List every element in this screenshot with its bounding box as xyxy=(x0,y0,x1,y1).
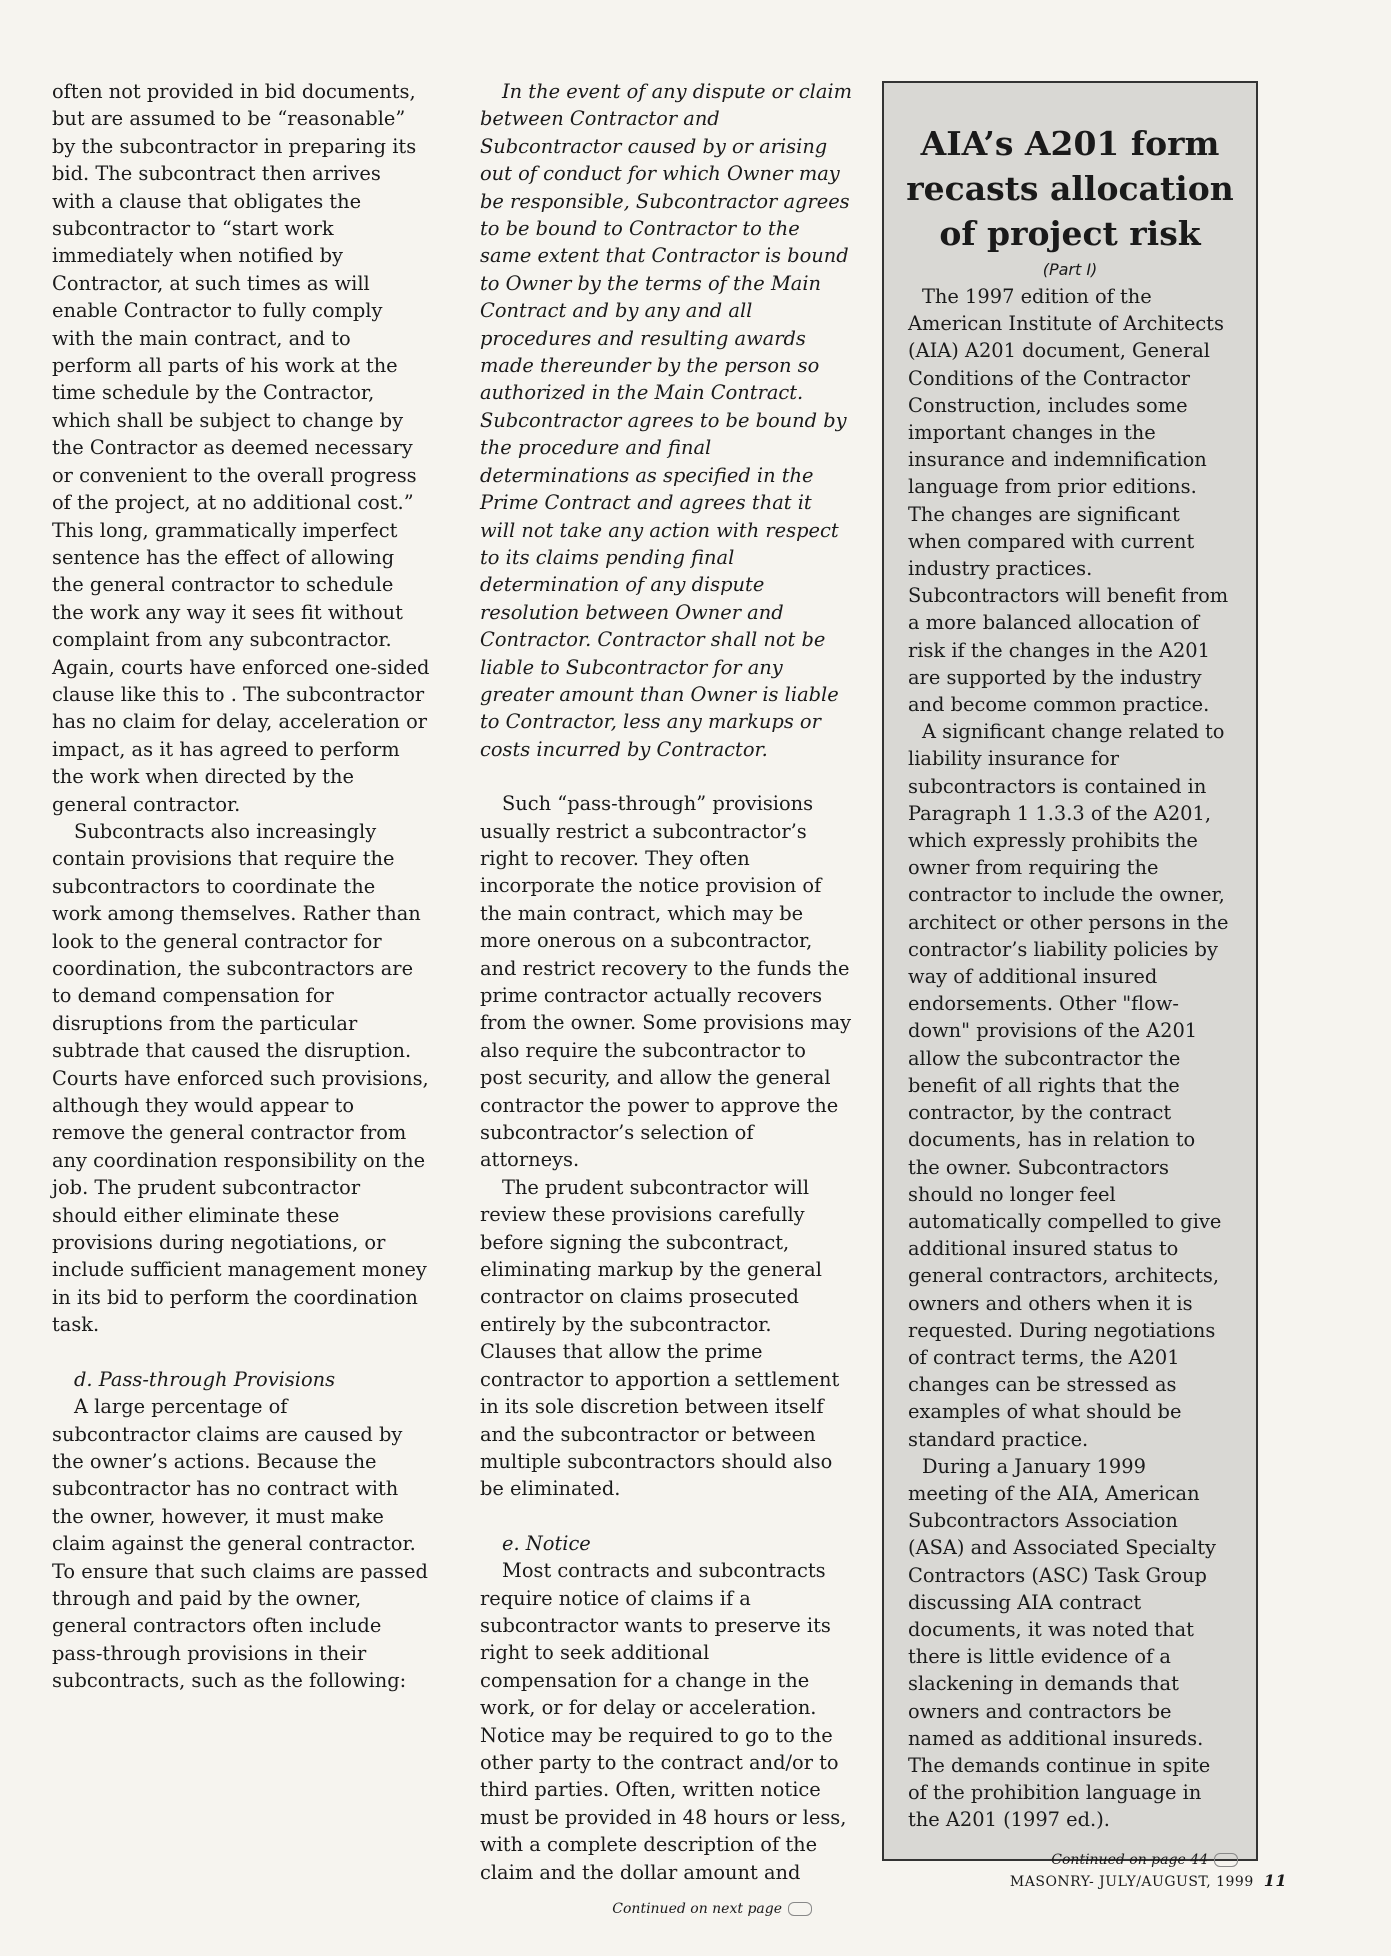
sidebar-paragraph: During a January 1999 meeting of the AIA, American Subcontractors Association (ASA) and Associated Specialty Contractors (ASC) Task Group discussing AIA contract documents, it was noted that there is little evidence of a slackening in demands that owners and contractors be named as additional insureds. The demands continue in spite of the prohibition language in the A201 (1997 ed.). xyxy=(908,1454,1216,1832)
continued-text: Continued on next page xyxy=(612,1901,782,1917)
page-number: 11 xyxy=(1263,1871,1287,1890)
sidebar-part-label: (Part I) xyxy=(1042,260,1098,279)
body-paragraph: Subcontracts also increasingly contain provisions that require the subcontractors to coordinate the work among themselves. Rather than look to the general contractor for coordination, the subcontractors are to demand compensation for disruptions from the particular subtrade that caused the disruption. Courts have enforced such provisions, although they would appear to remove the general contractor from any coordination responsibility on the job. The prudent subcontractor should either eliminate these provisions during negotiations, or include sufficient management money in its bid to perform the coordination task. xyxy=(52,819,429,1337)
continue-arrow-icon xyxy=(1214,1853,1238,1867)
section-heading-pass-through: d. Pass-through Provisions xyxy=(74,1367,336,1391)
body-paragraph: often not provided in bid documents, but are assumed to be “reasonable” by the subcontractor in preparing its bid. The subcontract then arrives with a clause that obligates the subcontractor to “start work immediately when notified by Contractor, at such times as will enable Contractor to fully comply with the main contract, and to perform all parts of his work at the time schedule by the Contractor, which shall be subject to change by the Contractor as deemed necessary or convenient to the overall progress of the project, at no additional cost.” This long, grammatically imperfect sentence has the effect of allowing the general contractor to schedule the work any way it sees fit without complaint from any subcontractor. Again, courts have enforced one-sided clause like this to . The subcontractor has no claim for delay, acceleration or impact, as it has agreed to perform the work when directed by the general contractor. xyxy=(52,80,430,816)
body-paragraph: The prudent subcontractor will review these provisions carefully before signing the subcontract, eliminating markup by the general contractor on claims prosecuted entirely by the subcontractor. Clauses that allow the prime contractor to apportion a settlement in its sole discretion between itself and the subcontractor or between multiple subcontractors should also be eliminated. xyxy=(480,1175,840,1501)
column-middle xyxy=(480,78,852,1923)
body-paragraph: A large percentage of subcontractor claims are caused by the owner’s actions. Because the subcontractor has no contract with the owner, however, it must make claim against the general contractor. To ensure that such claims are passed through and paid by the owner, general contractors often include pass-through provisions in their subcontracts, such as the following: xyxy=(52,1395,428,1693)
sidebar-title: AIA’s A201 form recasts allocation of project risk xyxy=(906,124,1234,253)
publication-info: MASONRY- JULY/AUGUST, 1999 xyxy=(1009,1874,1254,1890)
contract-clause-quote: In the event of any dispute or claim between Contractor and Subcontractor caused by or arising out of conduct for which Owner may be responsible, Subcontractor agrees to be bound to Contractor to the same extent that Contractor is bound to Owner by the terms of the Main Contract and by any and all procedures and resulting awards made thereunder by the person so authorized in the Main Contract. Subcontractor agrees to be bound by the procedure and final determinations as specified in the Prime Contract and agrees that it will not take any action with respect to its claims pending final determination of any dispute resolution between Owner and Contractor. Contractor shall not be liable to Subcontractor for any greater amount than Owner is liable to Contractor, less any markups or costs incurred by Contractor. xyxy=(480,80,852,761)
body-paragraph: Most contracts and subcontracts require notice of claims if a subcontractor wants to preserve its right to seek additional compensation for a change in the work, or for delay or acceleration. Notice may be required to go to the other party to the contract and/or to third parties. Often, written notice must be provided in 48 hours or less, with a complete description of the claim and the dollar amount and xyxy=(480,1559,847,1884)
sidebar-paragraph: A significant change related to liability insurance for subcontractors is contained in Paragraph 1 1.3.3 of the A201, which expressly prohibits the owner from requiring the contractor to include the owner, architect or other persons in the contractor’s liability policies by way of additional insured endorsements. Other "flow-down" provisions of the A201 allow the subcontractor the benefit of all rights that the contractor, by the contract documents, has in relation to the owner. Subcontractors should no longer feel automatically compelled to give additional insured status to general contractors, architects, owners and others when it is requested. During negotiations of contract terms, the A201 changes can be stressed as examples of what should be standard practice. xyxy=(908,720,1229,1451)
body-paragraph: Such “pass-through” provisions usually restrict a subcontractor’s right to recover. They often incorporate the notice provision of the main contract, which may be more onerous on a subcontractor, and restrict recovery to the funds the prime contractor actually recovers from the owner. Some provisions may also require the subcontractor to post security, and allow the general contractor the power to approve the subcontractor’s selection of attorneys. xyxy=(480,792,852,1172)
continued-text: Continued on page 44 xyxy=(1051,1851,1208,1868)
sidebar-box xyxy=(882,81,1258,1868)
sidebar-paragraph: The 1997 edition of the American Institute of Architects (AIA) A201 document, General Conditions of the Contractor Construction, includes some important changes in the insurance and indemnification language from prior editions. The changes are significant when compared with current industry practices. Subcontractors will benefit from a more balanced allocation of risk if the changes in the A201 are supported by the industry and become common practice. xyxy=(908,285,1229,717)
section-heading-notice: e. Notice xyxy=(502,1531,591,1555)
continue-arrow-icon xyxy=(788,1902,812,1916)
page-footer xyxy=(1010,1871,1287,1890)
continued-note xyxy=(480,1896,852,1923)
sidebar-continued-note xyxy=(884,1852,1256,1868)
column-left xyxy=(52,78,430,1695)
sidebar-body xyxy=(908,283,1232,1834)
